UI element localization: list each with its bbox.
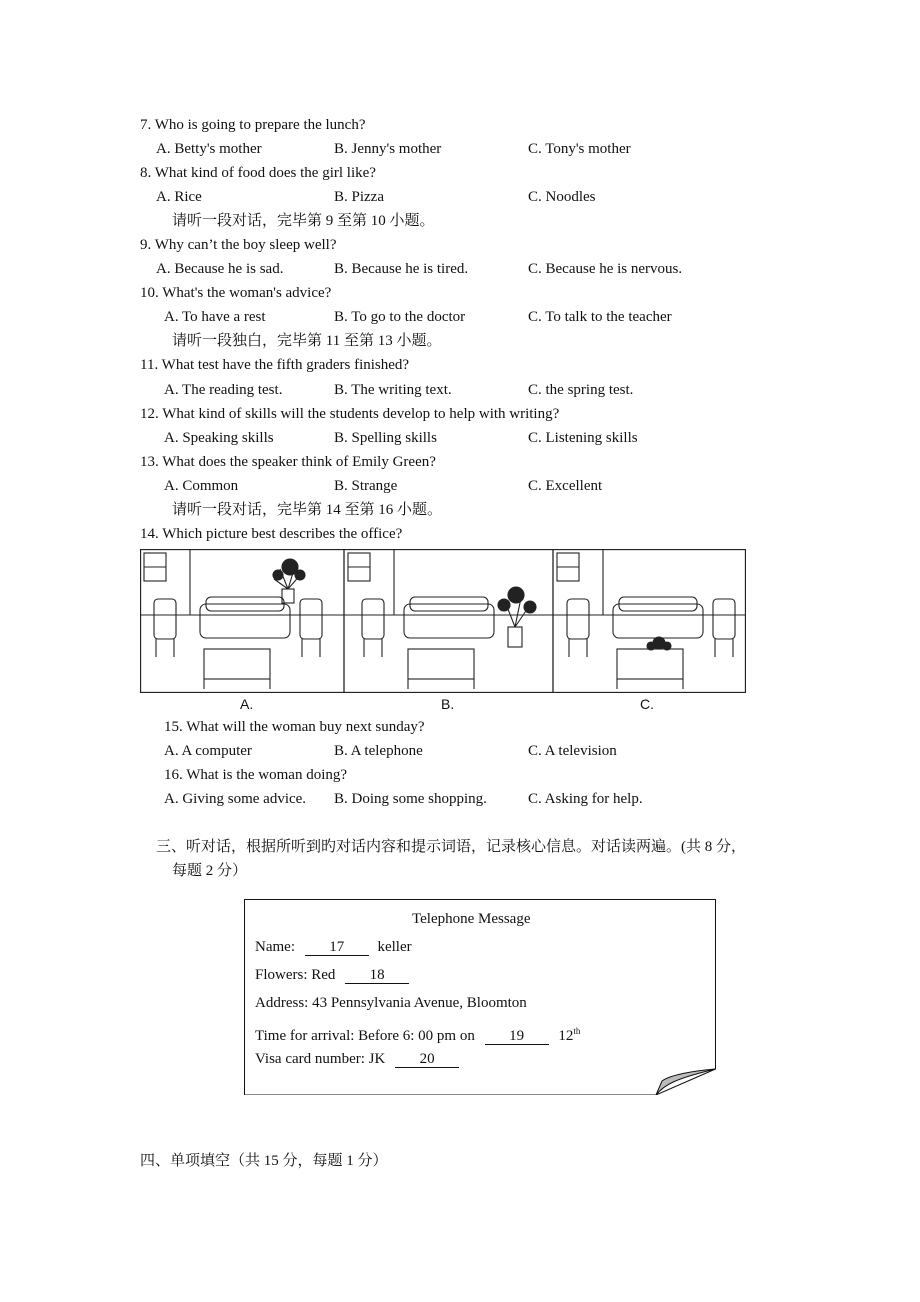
question-12-stem: 12. What kind of skills will the students develop to help with writing? [140, 406, 560, 422]
question-9-stem: 9. Why can’t the boy sleep well? [140, 237, 337, 253]
instruction-11-13: 请听一段独白，完毕第 11 至第 13 小题。 [172, 333, 442, 349]
blank-18: 18 [345, 967, 409, 984]
question-10-option-b: B. To go to the doctor [334, 309, 466, 325]
question-8-option-c: C. Noodles [528, 189, 596, 205]
name-after: keller [377, 939, 412, 955]
flowers-label: Flowers: Red [255, 967, 336, 983]
picture-label-b: B. [441, 696, 455, 712]
question-7-stem: 7. Who is going to prepare the lunch? [140, 117, 366, 133]
blank-20: 20 [395, 1051, 459, 1068]
question-9-option-c: C. Because he is nervous. [528, 261, 683, 277]
office-picture-a [140, 549, 344, 689]
visa-label: Visa card number: JK [255, 1051, 386, 1067]
question-8-stem: 8. What kind of food does the girl like? [140, 165, 376, 181]
question-15-stem: 15. What will the woman buy next sunday? [164, 719, 425, 735]
telephone-message-note [244, 899, 716, 1095]
message-name-line [255, 938, 412, 956]
instruction-9-10: 请听一段对话，完毕第 9 至第 10 小题。 [172, 213, 435, 229]
question-7-option-c: C. Tony's mother [528, 141, 631, 157]
question-16-option-b: B. Doing some shopping. [334, 791, 487, 807]
section4-heading: 四、单项填空（共 15 分，每题 1 分） [140, 1153, 388, 1169]
question-9-option-a: A. Because he is sad. [156, 261, 284, 277]
name-label: Name: [255, 939, 295, 955]
section3-heading: 三、听对话，根据所听到旳对话内容和提示词语，记录核心信息。对话读两遍。(共 8 分， [156, 839, 746, 855]
blank-17: 17 [305, 939, 369, 956]
question-10-option-c: C. To talk to the teacher [528, 309, 672, 325]
question-13-option-c: C. Excellent [528, 478, 603, 494]
message-title: Telephone Message [412, 911, 531, 927]
question-11-stem: 11. What test have the fifth graders finished? [140, 357, 410, 373]
question-11-option-b: B. The writing text. [334, 382, 452, 398]
question-15-option-b: B. A telephone [334, 743, 423, 759]
question-13-stem: 13. What does the speaker think of Emily Green? [140, 454, 436, 470]
message-flowers-line [255, 966, 409, 984]
question-10-stem: 10. What's the woman's advice? [140, 285, 332, 301]
question-15-option-c: C. A television [528, 743, 617, 759]
question-8-option-b: B. Pizza [334, 189, 384, 205]
question-14-stem: 14. Which picture best describes the office? [140, 526, 403, 542]
time-label: Time for arrival: Before 6: 00 pm on [255, 1028, 475, 1044]
question-12-option-a: A. Speaking skills [164, 430, 274, 446]
office-picture-b [344, 549, 553, 689]
question-7-option-a: A. Betty's mother [156, 141, 262, 157]
question-12-option-c: C. Listening skills [528, 430, 638, 446]
question-15-option-a: A. A computer [164, 743, 252, 759]
message-visa-line [255, 1050, 459, 1068]
question-9-option-b: B. Because he is tired. [334, 261, 469, 277]
question-16-option-c: C. Asking for help. [528, 791, 643, 807]
question-13-option-b: B. Strange [334, 478, 398, 494]
question-13-option-a: A. Common [164, 478, 239, 494]
office-picture-c [553, 549, 746, 689]
question-10-option-a: A. To have a rest [164, 309, 266, 325]
question-8-option-a: A. Rice [156, 189, 202, 205]
question-11-option-c: C. the spring test. [528, 382, 634, 398]
question-11-option-a: A. The reading test. [164, 382, 283, 398]
picture-label-a: A. [240, 696, 254, 712]
picture-label-c: C. [640, 696, 654, 712]
office-pictures [140, 549, 746, 693]
question-7-option-b: B. Jenny's mother [334, 141, 442, 157]
question-12-option-b: B. Spelling skills [334, 430, 437, 446]
message-time-line [255, 1022, 580, 1045]
instruction-14-16: 请听一段对话，完毕第 14 至第 16 小题。 [172, 502, 443, 518]
time-sup: th [573, 1026, 581, 1036]
blank-19: 19 [485, 1028, 549, 1045]
time-after: 12 [558, 1028, 574, 1044]
question-16-stem: 16. What is the woman doing? [164, 767, 348, 783]
question-16-option-a: A. Giving some advice. [164, 791, 307, 807]
message-address: Address: 43 Pennsylvania Avenue, Bloomton [255, 995, 527, 1011]
section3-heading-cont: 每题 2 分） [172, 863, 248, 879]
